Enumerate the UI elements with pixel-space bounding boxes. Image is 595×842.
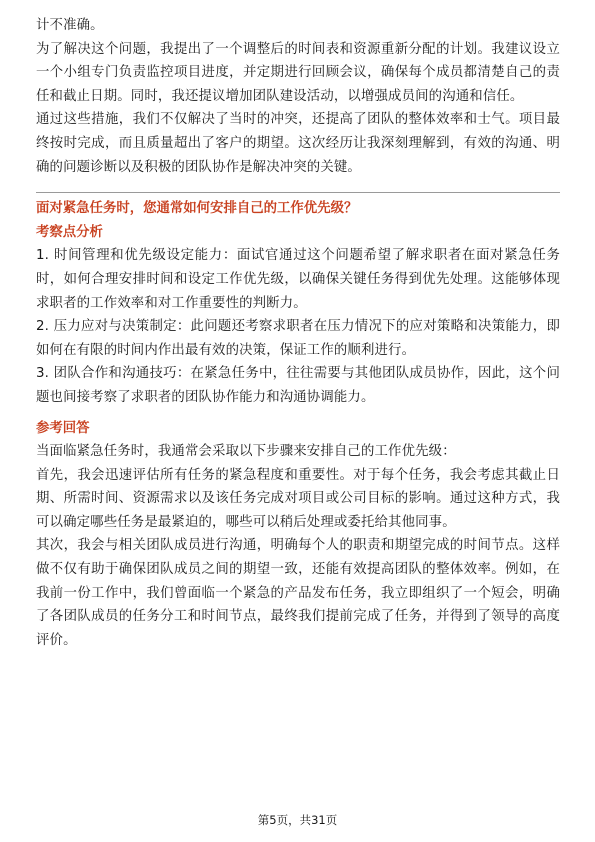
analysis-item: 2. 压力应对与决策制定：此问题还考察求职者在压力情况下的应对策略和决策能力，即如何在有限的时间内作出最有效的决策，保证工作的顺利进行。 bbox=[36, 319, 560, 358]
analysis-item: 3. 团队合作和沟通技巧：在紧急任务中，往往需要与其他团队成员协作，因此，这个问题也间接考察了求职者的团队协作能力和沟通协调能力。 bbox=[36, 366, 560, 405]
analysis-list bbox=[36, 244, 560, 409]
section-gap bbox=[36, 410, 560, 417]
intro-section bbox=[36, 14, 560, 179]
intro-paragraph: 计不准确。 bbox=[36, 18, 104, 33]
answer-paragraph: 当面临紧急任务时，我通常会采取以下步骤来安排自己的工作优先级： bbox=[36, 444, 456, 460]
analysis-item: 1. 时间管理和优先级设定能力：面试官通过这个问题希望了解求职者在面对紧急任务时，如何合理安排时间和设定工作优先级，以确保关键任务得到优先处理。这能够体现求职者的工作效率和对工作重要性的判断力。 bbox=[36, 248, 560, 311]
section-divider bbox=[36, 192, 560, 193]
answer-paragraph: 其次，我会与相关团队成员进行沟通，明确每个人的职责和期望完成的时间节点。这样做不仅有助于确保团队成员之间的期望一致，还能有效提高团队的整体效率。例如，在我前一份工作中，我们曾面临一个紧急的产品发布任务，我立即组织了一个短会，明确了各团队成员的任务分工和时间节点，最终我们提前完成了任务，并得到了领导的高度评价。 bbox=[36, 538, 560, 648]
page-number: 第5页，共31页 bbox=[257, 813, 338, 827]
intro-paragraph: 通过这些措施，我们不仅解决了当时的冲突，还提高了团队的整体效率和士气。项目最终按时完成，而且质量超出了客户的期望。这次经历让我深刻理解到，有效的沟通、明确的问题诊断以及积极的团队协作是解决冲突的关键。 bbox=[36, 112, 560, 175]
intro-paragraph: 为了解决这个问题，我提出了一个调整后的时间表和资源重新分配的计划。我建议设立一个小组专门负责监控项目进度，并定期进行回顾会议，确保每个成员都清楚自己的责任和截止日期。同时，我还提议增加团队建设活动，以增强成员间的沟通和信任。 bbox=[36, 41, 560, 104]
answer-paragraph: 首先，我会迅速评估所有任务的紧急程度和重要性。对于每个任务，我会考虑其截止日期、所需时间、资源需求以及该任务完成对项目或公司目标的影响。通过这种方式，我可以确定哪些任务是最紧迫的，哪些可以稍后处理或委托给其他同事。 bbox=[36, 467, 560, 530]
page-content bbox=[36, 14, 560, 652]
analysis-heading: 考察点分析 bbox=[36, 224, 103, 240]
question-title: 面对紧急任务时，您通常如何安排自己的工作优先级？ bbox=[36, 201, 358, 217]
answer-heading: 参考回答 bbox=[36, 420, 90, 436]
answer-body bbox=[36, 440, 560, 652]
